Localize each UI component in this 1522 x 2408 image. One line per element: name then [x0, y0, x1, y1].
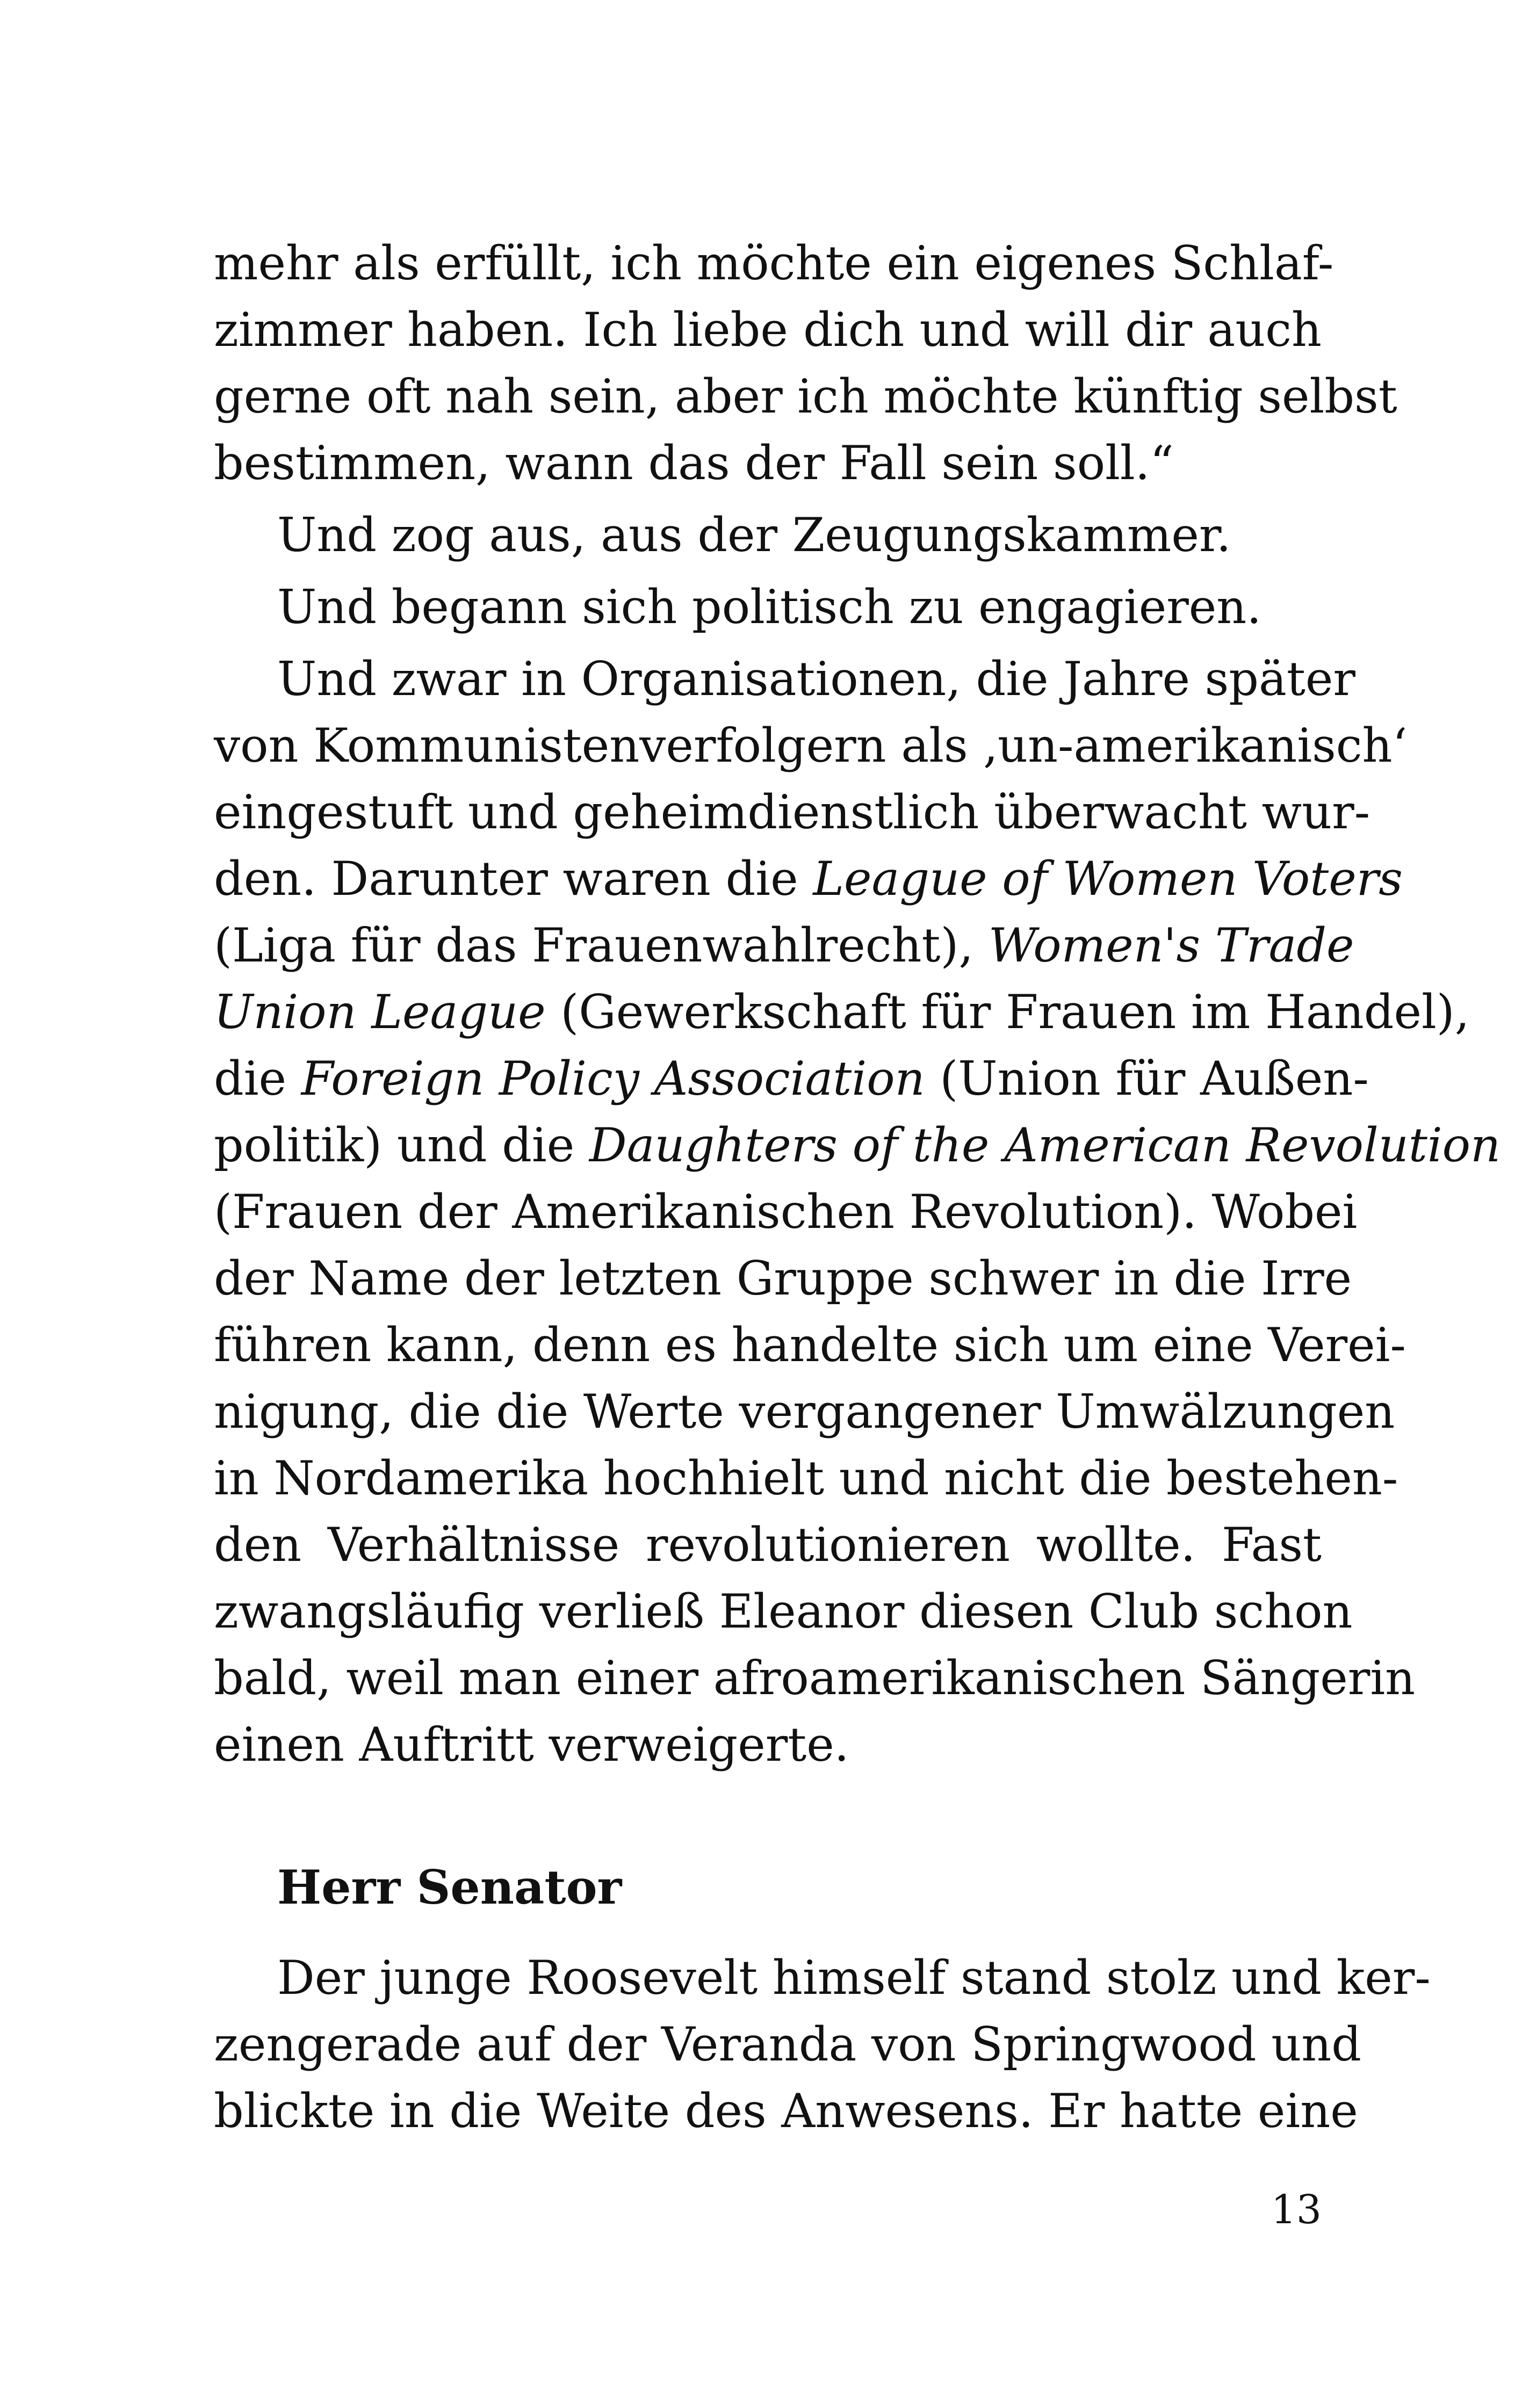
text-line: bald, weil man einer afroamerikanischen Sängerin	[214, 1651, 1416, 1705]
text-line: zimmer haben. Ich liebe dich und will dir auch	[214, 302, 1322, 357]
text-line: Der junge Roosevelt himself stand stolz und ker-	[277, 1950, 1431, 2005]
text-segment: politik) und die	[214, 1118, 575, 1173]
section-heading: Herr Senator	[277, 1860, 622, 1915]
text-segment: (Liga für das Frauenwahlrecht),	[214, 918, 974, 973]
text-line: in Nordamerika hochhielt und nicht die bestehen-	[214, 1451, 1398, 1506]
text-line: nigung, die die Werte vergangener Umwälzungen	[214, 1384, 1395, 1439]
text-line	[214, 845, 1403, 912]
text-line: einen Auftritt verweigerte.	[214, 1717, 849, 1772]
text-line: zengerade auf der Veranda von Springwood und	[214, 2017, 1362, 2072]
text-line: Und zog aus, aus der Zeugungskammer.	[277, 508, 1231, 562]
org-name-italic: Foreign Policy Association	[301, 1051, 925, 1106]
text-line: der Name der letzten Gruppe schwer in die Irre	[214, 1251, 1352, 1306]
text-line: führen kann, denn es handelte sich um eine Verei-	[214, 1318, 1406, 1372]
org-name-italic: Women's Trade	[988, 918, 1354, 973]
text-line	[214, 912, 1354, 979]
text-segment: (Gewerkschaft für Frauen im Handel),	[560, 985, 1470, 1039]
org-name-italic: Daughters of the American Revolution	[589, 1118, 1501, 1173]
text-line: von Kommunistenverfolgern als ‚un-amerikanisch‘	[214, 718, 1408, 773]
text-line: gerne oft nah sein, aber ich möchte künftig selbst	[214, 369, 1397, 424]
body-text-after-heading	[214, 1944, 1431, 2144]
text-line: den Verhältnisse revolutionieren wollte. Fast	[214, 1517, 1322, 1572]
text-line: blickte in die Weite des Anwesens. Er hatte eine	[214, 2084, 1358, 2138]
text-segment: den. Darunter waren die	[214, 851, 798, 906]
text-line: (Frauen der Amerikanischen Revolution). Wobei	[214, 1184, 1358, 1239]
org-name-italic: League of Women Voters	[813, 851, 1403, 906]
text-line: bestimmen, wann das der Fall sein soll.“	[214, 436, 1174, 490]
text-line: eingestuft und geheimdienstlich überwacht wur-	[214, 785, 1370, 840]
text-line	[214, 1112, 1501, 1178]
text-segment: (Union für Außen-	[940, 1051, 1369, 1106]
body-text	[214, 230, 1501, 1778]
text-line: Und zwar in Organisationen, die Jahre später	[277, 652, 1355, 706]
text-line	[214, 1045, 1369, 1112]
text-line	[214, 979, 1470, 1045]
text-segment: die	[214, 1051, 287, 1106]
text-line: zwangsläufig verließ Eleanor diesen Club schon	[214, 1584, 1353, 1639]
org-name-italic: Union League	[214, 985, 546, 1039]
page-number: 13	[1271, 2187, 1322, 2233]
text-line: Und begann sich politisch zu engagieren.	[277, 580, 1261, 634]
text-line: mehr als erfüllt, ich möchte ein eigenes Schlaf-	[214, 236, 1334, 291]
